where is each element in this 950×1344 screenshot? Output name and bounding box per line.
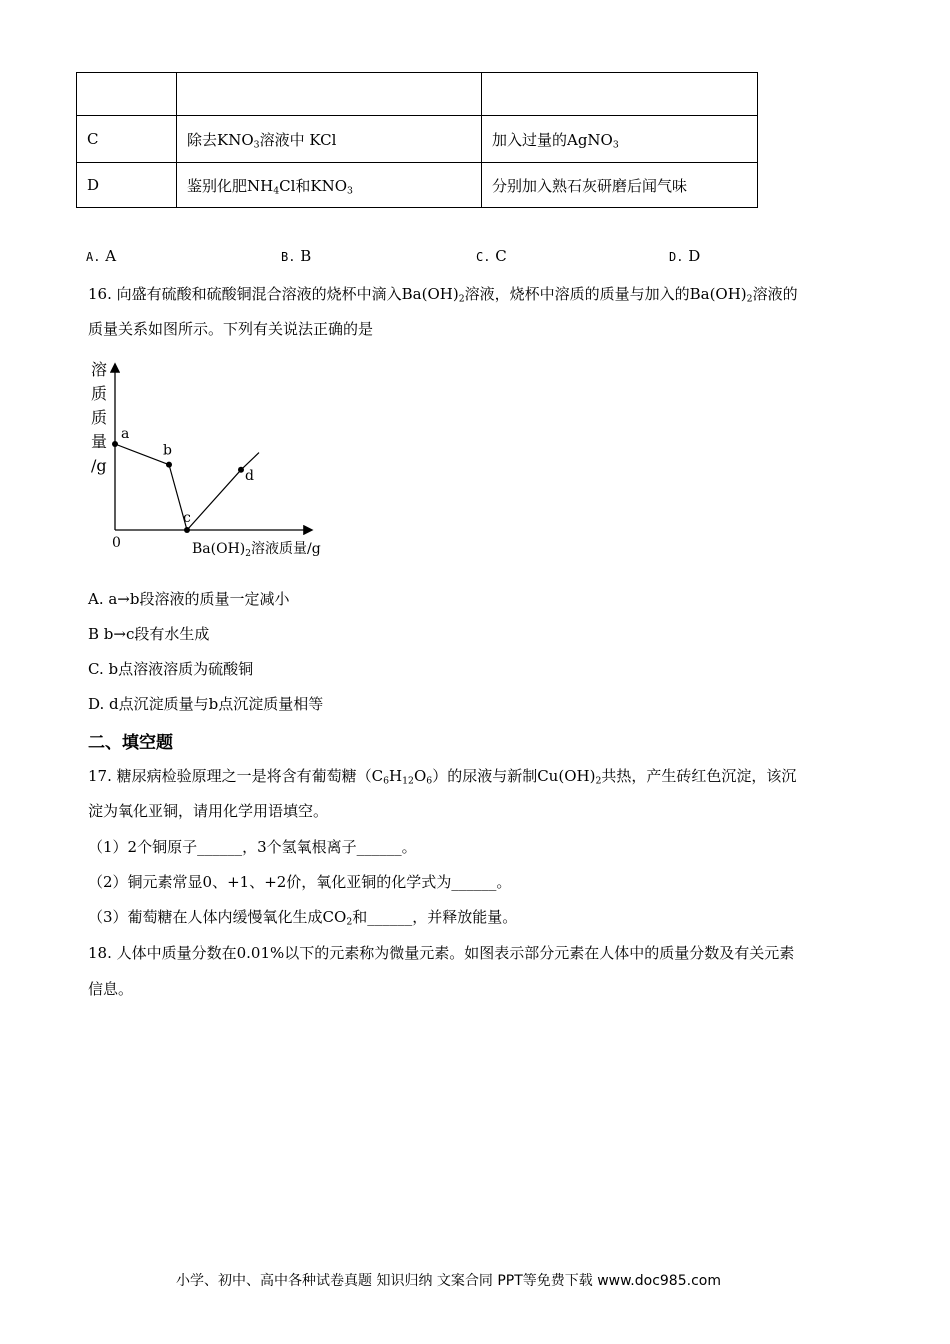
table-row <box>77 163 758 208</box>
q16-option-b[interactable]: B b→c段有水生成 <box>88 625 210 643</box>
q16-line1: 16. 向盛有硫酸和硫酸铜混合溶液的烧杯中滴入$Ba(OH)_2$溶液，烧杯中溶质的质量与加入的$Ba(OH)_2$溶液的 <box>88 285 798 305</box>
q18-line1: 18. 人体中质量分数在0.01%以下的元素称为微量元素。如图表示部分元素在人体中的质量分数及有关元素 <box>88 944 795 962</box>
table-cell: 除去$KNO_3$溶液中 KCl <box>177 116 482 163</box>
q16-line2: 质量关系如图所示。下列有关说法正确的是 <box>88 320 374 338</box>
mass-chart <box>86 355 346 565</box>
choice-b[interactable]: B. B <box>281 247 312 265</box>
q18-line2: 信息。 <box>88 980 134 998</box>
q17-line2: 淀为氧化亚铜，请用化学用语填空。 <box>88 802 329 820</box>
table-cell <box>77 73 177 116</box>
y-axis-label <box>91 360 107 475</box>
y-axis-label-char: 量 <box>91 432 108 451</box>
data-point-b <box>166 462 172 468</box>
q17-sub3: （3）葡萄糖在人体内缓慢氧化生成$CO_2$和______，并释放能量。 <box>88 908 518 928</box>
q17-sub1: （1）2个铜原子______，3个氢氧根离子______。 <box>88 838 417 856</box>
options-table <box>76 72 758 208</box>
table-row <box>77 116 758 163</box>
q16-option-c[interactable]: C. b点溶液溶质为硫酸铜 <box>88 660 254 678</box>
table-cell <box>482 73 758 116</box>
data-point-a <box>112 441 118 447</box>
origin-label: 0 <box>112 535 121 551</box>
choice-c[interactable]: C. C <box>476 247 507 265</box>
y-axis-label-char: /g <box>91 456 107 475</box>
data-point-d <box>238 467 244 473</box>
footer-text: 小学、初中、高中各种试卷真题 知识归纳 文案合同 PPT等免费下载 www.doc985.com <box>176 1273 721 1289</box>
table-cell <box>177 73 482 116</box>
table-cell: 加入过量的AgNO$_3$ <box>482 116 758 163</box>
section-heading: 二、填空题 <box>88 733 173 753</box>
data-label-c: c <box>183 510 191 526</box>
choice-d[interactable]: D. D <box>669 247 701 265</box>
data-label-b: b <box>163 442 172 459</box>
data-point-c <box>184 527 190 533</box>
q16-option-a[interactable]: A. a→b段溶液的质量一定减小 <box>88 590 290 608</box>
q17-sub2: （2）铜元素常显0、+1、+2价，氧化亚铜的化学式为______。 <box>88 873 512 891</box>
y-axis-label-char: 质 <box>91 408 108 427</box>
table-cell: 鉴别化肥$NH_4Cl$和$KNO_3$ <box>177 163 482 208</box>
table-cell: C <box>77 116 177 163</box>
q17-line1: 17. 糖尿病检验原理之一是将含有葡萄糖$(C_6H_{12}O_6)$的尿液与新制$Cu(OH)_2$共热，产生砖红色沉淀，该沉 <box>88 767 797 787</box>
y-axis-label-char: 质 <box>91 384 108 403</box>
data-label-d: d <box>245 467 254 484</box>
choice-a[interactable]: A. A <box>86 247 117 265</box>
data-label-a: a <box>121 426 130 442</box>
table-cell: 分别加入熟石灰研磨后闻气味 <box>482 163 758 208</box>
table-cell: D <box>77 163 177 208</box>
y-axis-label-char: 溶 <box>91 360 108 379</box>
table-row <box>77 73 758 116</box>
q16-option-d[interactable]: D. d点沉淀质量与b点沉淀质量相等 <box>88 695 324 713</box>
x-axis-label: $Ba(OH)_2$溶液质量/g <box>192 541 321 559</box>
